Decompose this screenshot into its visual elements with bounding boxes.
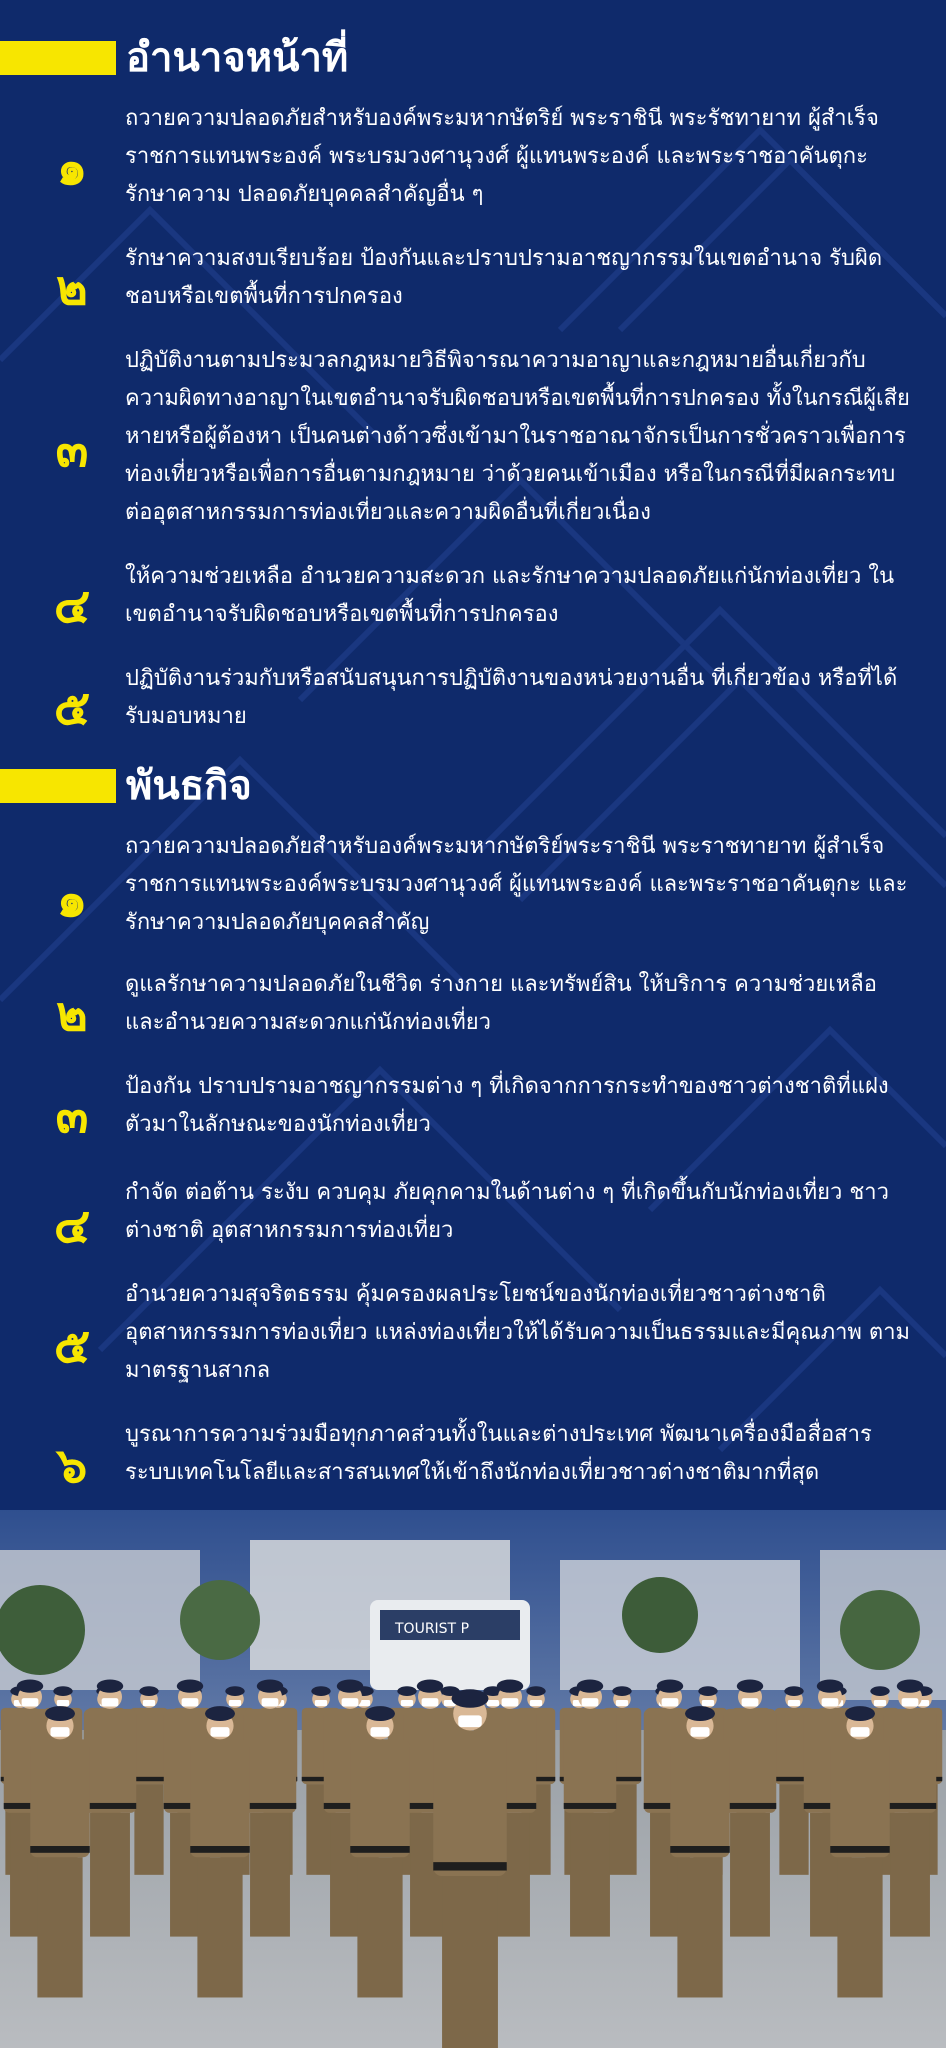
item-number: ๖ [56,1438,88,1494]
police-officer [190,1706,250,1997]
police-group-photo [0,1510,946,2048]
police-officer [350,1706,410,1997]
police-officer [244,1680,297,1937]
item-text: อำนวยความสุจริตธรรม คุ้มครองผลประโยชน์ของนักท่องเที่ยวชาวต่างชาติ อุตสาหกรรมการท่องเที่ยว แหล่งท่องเที่ยวให้ได้รับความเป็นธรรมและมีคุณภาพ ตามมาตรฐานสากล [125,1282,911,1383]
item-text: ปฏิบัติงานร่วมกับหรือสนับสนุนการปฏิบัติงานของหน่วยงานอื่น ที่เกี่ยวข้อง หรือที่ได้รับมอบหมาย [125,666,898,729]
item-text: ป้องกัน ปราบปรามอาชญากรรมต่าง ๆ ที่เกิดจากการกระทำของชาวต่างชาติที่แฝงตัวมาในลักษณะของนักท่องเที่ยว [125,1074,889,1137]
item-number: ๒ [56,986,88,1042]
yellow-accent-bar [0,41,116,75]
item-text: ถวายความปลอดภัยสำหรับองค์พระมหากษัตริย์ พระราชินี พระรัชทายาท ผู้สำเร็จราชการแทนพระองค์ พระบรมวงศานุวงศ์ ผู้แทนพระองค์ และพระราชอาคันตุกะ รักษาความ ปลอดภัยบุคคลสำคัญอื่น ๆ [125,106,879,207]
item-number: ๕ [53,680,91,736]
police-officer [724,1680,777,1937]
item-number: ๓ [55,422,89,478]
item-number: ๓ [55,1088,89,1144]
powers-title: อำนาจหน้าที่ [126,35,349,81]
item-number: ๔ [53,578,91,634]
yellow-accent-bar [0,769,116,803]
police-officer [830,1706,890,1997]
item-text: กำจัด ต่อต้าน ระงับ ควบคุม ภัยคุกคามในด้านต่าง ๆ ที่เกิดขึ้นกับนักท่องเที่ยว ชาวต่างชาติ อุตสาหกรรมการท่องเที่ยว [125,1180,889,1243]
item-number: ๑ [56,872,88,928]
police-officer [884,1680,937,1937]
police-officer [84,1680,137,1937]
item-text: ให้ความช่วยเหลือ อำนวยความสะดวก และรักษาความปลอดภัยแก่นักท่องเที่ยว ในเขตอำนาจรับผิดชอบหรือเขตพื้นที่การปกครอง [125,564,895,627]
item-text: ปฏิบัติงานตามประมวลกฎหมายวิธีพิจารณาความอาญาและกฎหมายอื่นเกี่ยวกับความผิดทางอาญาในเขตอำนาจรับผิดชอบหรือเขตพื้นที่การปกครอง ทั้งในกรณีผู้เสียหายหรือผู้ต้องหา เป็นคนต่างด้าวซึ่งเข้ามาในราชอาณาจักรเป็นการชั่วคราวเพื่อการท่องเที่ยวหรือเพื่อการอื่นตามกฎหมาย ว่าด้วยคนเข้าเมือง หรือในกรณีที่มีผลกระทบต่ออุตสาหกรรมการท่องเที่ยวและความผิดอื่นที่เกี่ยวเนื่อง [125,348,910,525]
item-text: รักษาความสงบเรียบร้อย ป้องกันและปราบปรามอาชญากรรมในเขตอำนาจ รับผิดชอบหรือเขตพื้นที่การปกครอง [125,246,883,309]
item-number: ๒ [56,260,88,316]
item-number: ๑ [56,140,88,196]
item-text: ถวายความปลอดภัยสำหรับองค์พระมหากษัตริย์พระราชินี พระราชทายาท ผู้สำเร็จราชการแทนพระองค์พระบรมวงศานุวงศ์ ผู้แทนพระองค์ และพระราชอาคันตุกะ และรักษาความปลอดภัยบุคคลสำคัญ [125,834,908,935]
item-text: ดูแลรักษาความปลอดภัยในชีวิต ร่างกาย และทรัพย์สิน ให้บริการ ความช่วยเหลือ และอำนวยความสะดวกแก่นักท่องเที่ยว [125,972,877,1035]
item-text: บูรณาการความร่วมมือทุกภาคส่วนทั้งในและต่างประเทศ พัฒนาเครื่องมือสื่อสาร ระบบเทคโนโลยีและสารสนเทศให้เข้าถึงนักท่องเที่ยวชาวต่างชาติมากที่สุด [125,1422,872,1485]
item-number: ๕ [53,1318,91,1374]
item-number: ๔ [53,1198,91,1254]
police-officer [670,1706,730,1997]
missions-title: พันธกิจ [126,763,252,809]
bus-sign: TOURIST P [395,1621,470,1637]
police-officer [30,1706,90,1997]
police-officer [433,1689,507,2048]
powers-header [0,34,348,82]
police-officer [564,1680,617,1937]
missions-header [0,762,252,810]
